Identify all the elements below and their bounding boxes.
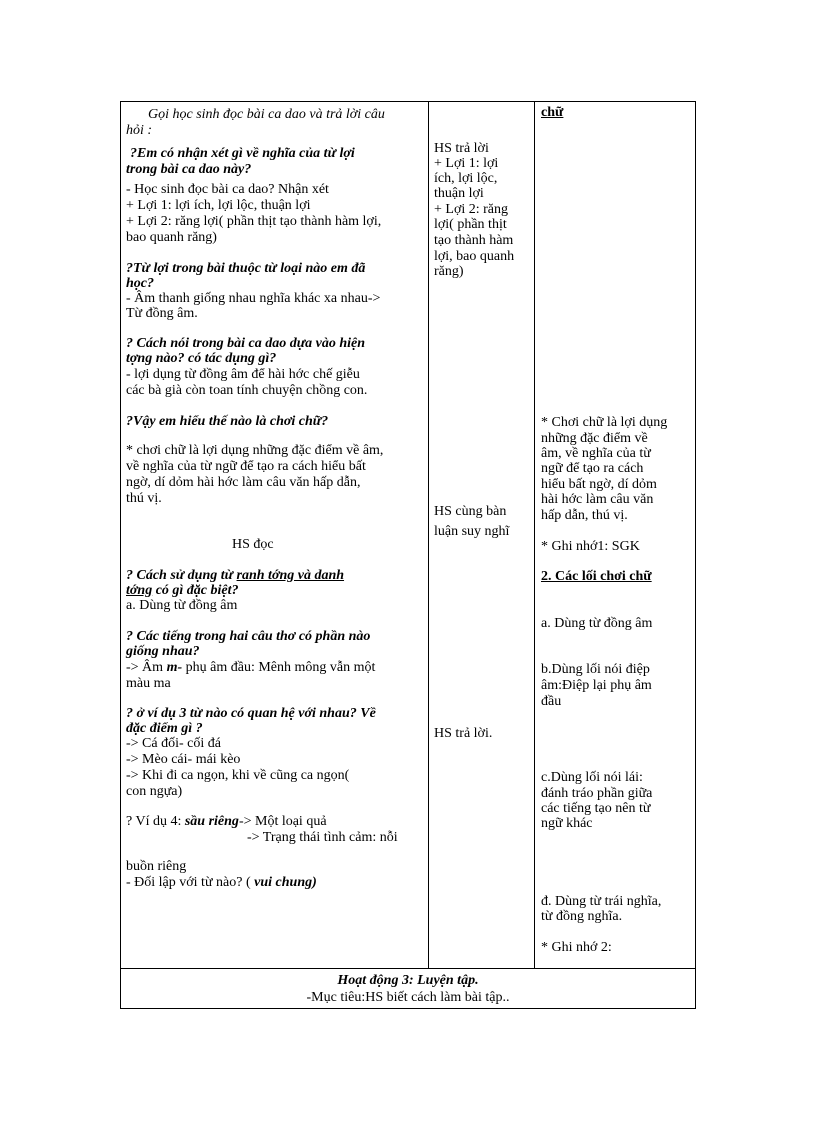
answer-6-line-1 xyxy=(126,660,375,675)
question-5-term: ranh tớng và danh xyxy=(236,568,345,583)
section-2-heading: 2. Các lối chơi chữ xyxy=(541,569,652,584)
answer-1-line-3: + Lợi 2: răng lợi( phần thịt tạo thành hàm lợi, xyxy=(126,214,382,229)
question-7-line-2: đặc điểm gì ? xyxy=(126,721,203,736)
answer-1-line-4: bao quanh răng) xyxy=(126,230,217,245)
question-8-line-1 xyxy=(126,814,327,829)
question-5-line-2 xyxy=(126,583,239,598)
question-4: ?Vậy em hiểu thế nào là chơi chữ? xyxy=(126,414,329,429)
question-3-line-2: tợng nào? có tác dụng gì? xyxy=(126,351,277,366)
type-c-line-2: đánh tráo phần giữa xyxy=(541,786,653,801)
activity-title: Hoạt động 3: Luyện tập. xyxy=(337,973,479,988)
question-5-suffix: có gì đặc biệt? xyxy=(152,583,239,598)
type-b-line-1: b.Dùng lối nói điệp xyxy=(541,662,650,677)
answer-5: a. Dùng từ đồng âm xyxy=(126,598,238,613)
question-8-line-3: buồn riêng xyxy=(126,859,187,874)
answer-6-consonant: m- xyxy=(166,660,183,675)
student-answer-heading: HS trả lời xyxy=(434,141,489,156)
definition-line-7: hấp dẫn, thú vị. xyxy=(541,508,628,523)
answer-6-prefix: -> Âm xyxy=(126,660,167,675)
intro-line-1: Gọi học sinh đọc bài ca dao và trả lời câu xyxy=(148,107,385,122)
answer-1-line-2: + Lợi 1: lợi ích, lợi lộc, thuận lợi xyxy=(126,198,311,213)
question-1-line-1: ?Em có nhận xét gì về nghĩa của từ lợi xyxy=(130,146,355,161)
student-answer-line-4: + Lợi 2: răng xyxy=(434,202,509,217)
question-6-line-2: giống nhau? xyxy=(126,644,200,659)
question-6-line-1: ? Các tiếng trong hai câu thơ có phần nào xyxy=(126,629,371,644)
type-b-line-3: đầu xyxy=(541,694,562,709)
question-8-term: sầu riêng xyxy=(184,814,239,829)
type-c-line-4: ngữ khác xyxy=(541,816,593,831)
question-8-line-2: -> Trạng thái tình cảm: nỗi xyxy=(247,830,398,845)
student-answer-line-7: lợi, bao quanh xyxy=(434,249,515,264)
answer-3-line-2: các bà già còn toan tính chuyện chồng con. xyxy=(126,383,368,398)
definition-line-1: * Chơi chữ là lợi dụng xyxy=(541,415,668,430)
answer-2-line-1: - Âm thanh giống nhau nghĩa khác xa nhau-> xyxy=(126,291,381,306)
student-answer-line-8: răng) xyxy=(434,264,464,279)
answer-4-line-4: thú vị. xyxy=(126,491,162,506)
row-divider xyxy=(120,968,696,969)
answer-7-line-4: con ngựa) xyxy=(126,784,183,799)
type-d-line-1: đ. Dùng từ trái nghĩa, xyxy=(541,894,662,909)
definition-line-3: âm, về nghĩa của từ xyxy=(541,446,651,461)
definition-line-5: hiểu bất ngờ, dí dỏm xyxy=(541,477,657,492)
memo-1: * Ghi nhớ1: SGK xyxy=(541,539,640,554)
question-2-line-1: ?Từ lợi trong bài thuộc từ loại nào em đã xyxy=(126,261,366,276)
question-5-prefix: ? Cách sử dụng từ xyxy=(126,568,237,583)
student-answer-line-3: thuận lợi xyxy=(434,186,484,201)
student-answer-line-5: lợi( phần thịt xyxy=(434,217,507,232)
question-9 xyxy=(126,875,317,890)
answer-7-line-3: -> Khi đi ca ngọn, khi về cũng ca ngọn( xyxy=(126,768,350,783)
type-d-line-2: từ đồng nghĩa. xyxy=(541,909,623,924)
definition-line-4: ngữ để tạo ra cách xyxy=(541,461,644,476)
type-c-line-3: các tiếng tạo nên từ xyxy=(541,801,651,816)
question-8-suffix: -> Một loại quả xyxy=(238,814,327,829)
question-9-prefix: - Đối lập với từ nào? ( xyxy=(126,875,255,890)
question-5-term-end: tớng xyxy=(126,583,153,598)
answer-6-line-2: màu ma xyxy=(126,676,171,691)
definition-line-6: hài hớc làm câu văn xyxy=(541,492,654,507)
type-a: a. Dùng từ đồng âm xyxy=(541,616,653,631)
question-2-line-2: học? xyxy=(126,276,154,291)
definition-line-2: những đặc điểm về xyxy=(541,431,648,446)
answer-2-line-2: Từ đồng âm. xyxy=(126,306,198,321)
answer-7-line-1: -> Cá đối- cối đá xyxy=(126,736,221,751)
student-reads: HS đọc xyxy=(232,537,274,552)
question-7-line-1: ? ở ví dụ 3 từ nào có quan hệ với nhau? Về xyxy=(126,706,376,721)
type-b-line-2: âm:Điệp lại phụ âm xyxy=(541,678,652,693)
student-answer-line-2: ích, lợi lộc, xyxy=(434,171,498,186)
question-5-line-1 xyxy=(126,568,344,583)
column-divider-1 xyxy=(428,101,429,969)
question-1-line-2: trong bài ca dao này? xyxy=(126,162,252,177)
column-divider-2 xyxy=(534,101,535,969)
answer-3-line-1: - lợi dụng từ đồng âm để hài hớc chế giễu xyxy=(126,367,360,382)
answer-7-line-2: -> Mèo cái- mái kèo xyxy=(126,752,241,767)
student-answer-2: HS trả lời. xyxy=(434,726,493,741)
answer-4-line-2: về nghĩa của từ ngữ để tạo ra cách hiểu bất xyxy=(126,459,366,474)
type-c-line-1: c.Dùng lối nói lái: xyxy=(541,770,643,785)
activity-goal: -Mục tiêu:HS biết cách làm bài tập.. xyxy=(306,990,510,1005)
answer-4-line-3: ngờ, dí dỏm hài hớc làm câu văn hấp dẫn, xyxy=(126,475,361,490)
answer-1-line-1: - Học sinh đọc bài ca dao? Nhận xét xyxy=(126,182,329,197)
student-answer-line-1: + Lợi 1: lợi xyxy=(434,156,499,171)
answer-6-suffix: phụ âm đầu: Mênh mông vẫn một xyxy=(182,660,376,675)
memo-2: * Ghi nhớ 2: xyxy=(541,940,612,955)
question-8-prefix: ? Ví dụ 4: xyxy=(126,814,185,829)
student-answer-line-6: tạo thành hàm xyxy=(434,233,514,248)
intro-line-2: hỏi : xyxy=(126,123,153,138)
answer-4-line-1: * chơi chữ là lợi dụng những đặc điểm về âm, xyxy=(126,443,384,458)
discussion-line-1: HS cùng bàn xyxy=(434,504,507,519)
question-9-term: vui chung) xyxy=(254,875,317,890)
discussion-line-2: luận suy nghĩ xyxy=(434,524,510,539)
column-3-top-word: chữ xyxy=(541,105,564,120)
question-3-line-1: ? Cách nói trong bài ca dao dựa vào hiện xyxy=(126,336,366,351)
